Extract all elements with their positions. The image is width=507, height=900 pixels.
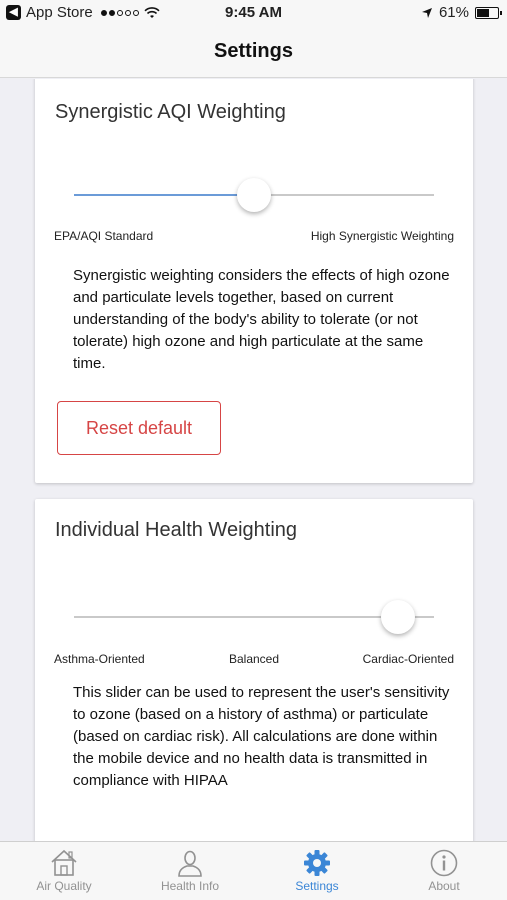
tab-about[interactable]: [381, 842, 507, 900]
battery-percent: 61%: [438, 4, 469, 21]
health-weighting-slider[interactable]: [74, 600, 434, 634]
navigation-bar: [0, 26, 507, 78]
tab-label: Settings: [295, 879, 339, 893]
slider-thumb[interactable]: [381, 600, 415, 634]
tab-label: Air Quality: [36, 879, 92, 893]
slider-min-label: Asthma-Oriented: [54, 652, 145, 666]
battery-icon: [475, 7, 499, 19]
card-description: This slider can be used to represent the user's sensitivity to ozone (based on a history of asthma) or particulate (based on cardiac risk). All calculations are done within the mobile device and no health data is transmitted in compliance with HIPAA: [73, 684, 450, 789]
carrier-label[interactable]: App Store: [26, 4, 93, 21]
tab-air-quality[interactable]: [1, 842, 127, 900]
card-title: Individual Health Weighting: [55, 519, 298, 541]
status-right: [421, 4, 499, 21]
page-title: Settings: [214, 40, 293, 62]
card-description: Synergistic weighting considers the effects of high ozone and particulate levels together, based on current understanding of the body's ability to tolerate (or not tolerate) high ozone and high particulate at the same time.: [73, 267, 450, 372]
synergistic-aqi-card: [35, 79, 473, 483]
status-bar: [0, 0, 507, 26]
info-icon: [429, 849, 459, 877]
card-title: Synergistic AQI Weighting: [55, 101, 286, 123]
tab-label: Health Info: [160, 879, 220, 893]
slider-track[interactable]: [74, 616, 434, 618]
gear-icon: [302, 849, 332, 877]
settings-content[interactable]: [0, 79, 507, 841]
tab-label: About: [428, 879, 460, 893]
slider-min-label: EPA/AQI Standard: [54, 229, 154, 243]
tab-health-info[interactable]: [127, 842, 253, 900]
reset-default-button[interactable]: Reset default: [57, 401, 221, 455]
slider-max-label: Cardiac-Oriented: [362, 652, 454, 666]
slider-max-label: High Synergistic Weighting: [310, 229, 454, 243]
location-arrow-icon: [421, 7, 433, 19]
slider-thumb[interactable]: [237, 178, 271, 212]
tab-settings[interactable]: [254, 842, 380, 900]
back-to-app-icon[interactable]: ◀: [6, 5, 21, 20]
individual-health-card: [35, 499, 473, 841]
slider-mid-label: Balanced: [228, 652, 280, 666]
house-icon: [49, 849, 79, 877]
status-time: 9:45 AM: [225, 4, 282, 21]
synergistic-weighting-slider[interactable]: [74, 178, 434, 212]
slider-fill: [74, 194, 254, 196]
person-icon: [175, 849, 205, 877]
tab-bar: [0, 841, 507, 900]
